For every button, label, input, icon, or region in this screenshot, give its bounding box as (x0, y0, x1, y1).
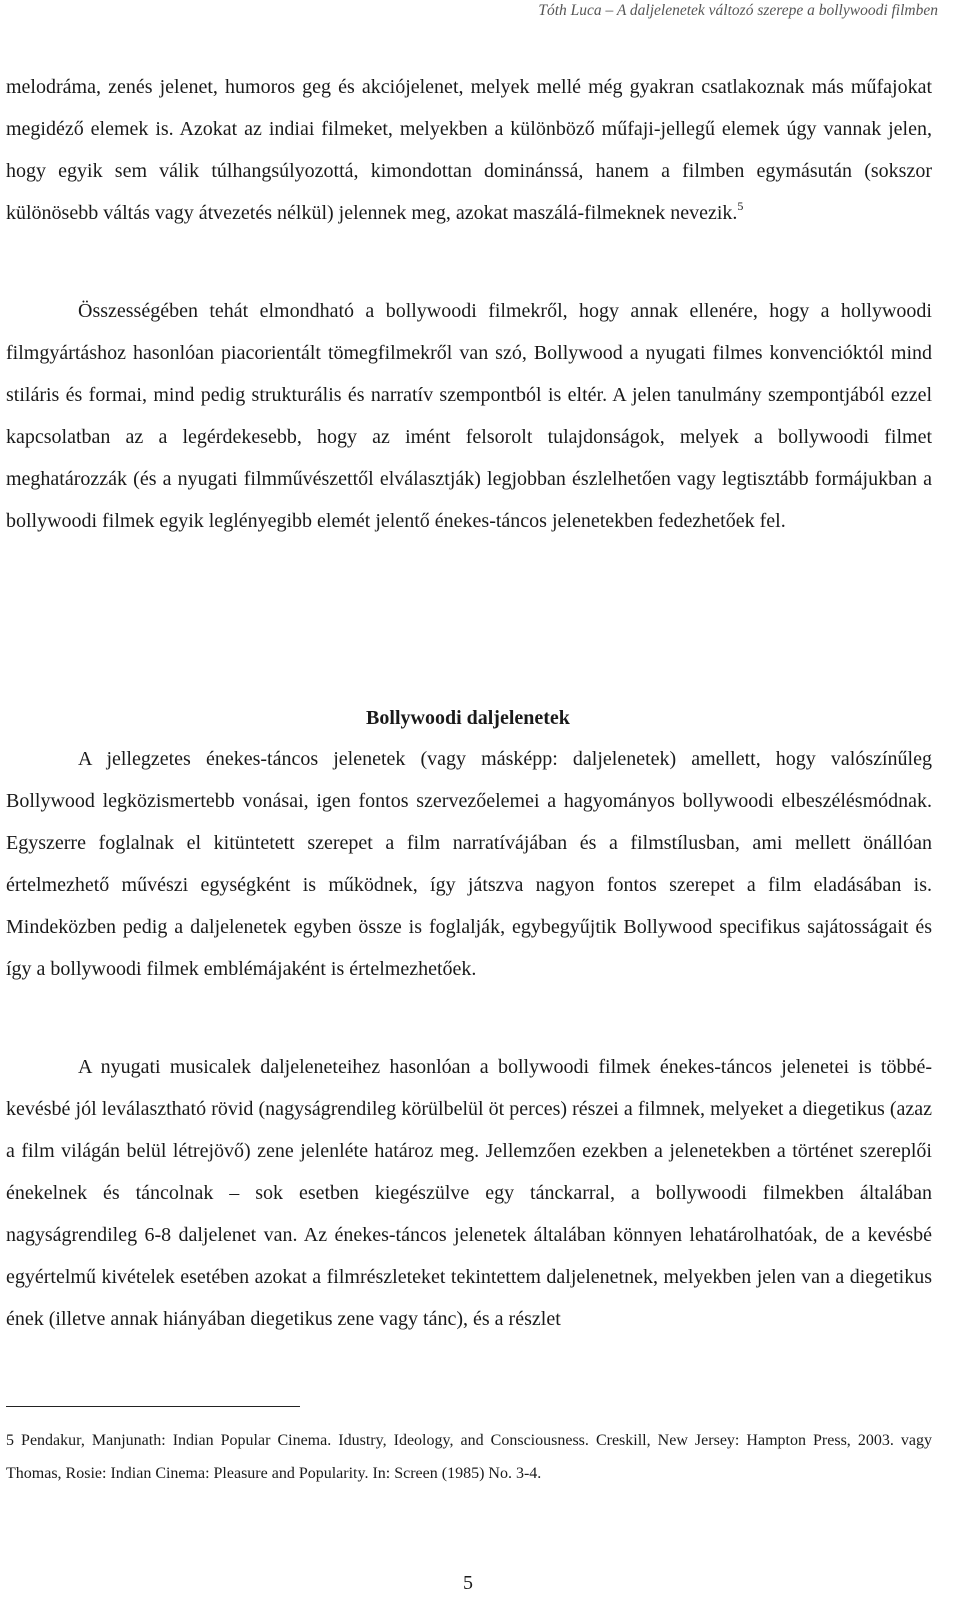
footnote-reference[interactable]: 5 (737, 199, 744, 213)
paragraph-4: A nyugati musicalek daljeleneteihez hasonlóan a bollywoodi filmek énekes-táncos jelenetei is többé-kevésbé jól leválasztható rövid (nagyságrendileg körülbelül öt perces) részei a filmnek, melyeket a diegetikus (azaz a film világán belül létrejövő) zene jelenléte határoz meg. Jellemzően ezekben a jelenetekben a történet szereplői énekelnek és táncolnak – sok esetben kiegészülve egy tánckarral, a bollywoodi filmekben általában nagyságrendileg 6-8 daljelenet van. Az énekes-táncos jelenetek általában könnyen lehatárolhatóak, de a kevésbé egyértelmű kivételek esetében azokat a filmrészleteket tekintettem daljelenetnek, melyekben jelen van a diegetikus ének (illetve annak hiányában diegetikus zene vagy tánc), és a részlet (6, 1056, 932, 1330)
paragraph-2: Összességében tehát elmondható a bollywoodi filmekről, hogy annak ellenére, hogy a hollywoodi filmgyártáshoz hasonlóan piacorientált tömegfilmekről van szó, Bollywood a nyugati filmes konvencióktól mind stiláris és formai, mind pedig strukturális és narratív szempontból is eltér. A jelen tanulmány szempontjából ezzel kapcsolatban az a legérdekesebb, hogy az imént felsorolt tulajdonságok, melyek a bollywoodi filmet meghatározzák (és a nyugati filmművészettől elválasztják) legjobban észlelhetően vagy legtisztább formájukban a bollywoodi filmek egyik leglényegibb elemét jelentő énekes-táncos jelenetekben fedezhetőek fel. (6, 300, 932, 532)
footnote-divider (6, 1406, 300, 1407)
paragraph-1 (6, 66, 932, 234)
page-number: 5 (463, 1572, 473, 1594)
paragraph-3: A jellegzetes énekes-táncos jelenetek (vagy másképp: daljelenetek) amellett, hogy valószínűleg Bollywood legközismertebb vonásai, igen fontos szervezőelemei a hagyományos bollywoodi elbeszélésmódnak. Egyszerre foglalnak el kitüntetett szerepet a film narratívájában és a filmstílusban, ami mellett önállóan értelmezhető művészi egységként is működnek, így játszva nagyon fontos szerepet a film eladásában is. Mindeközben pedig a daljelenetek egyben össze is foglalják, egybegyűjtik Bollywood specifikus sajátosságait és így a bollywoodi filmek emblémájaként is értelmezhetőek. (6, 748, 932, 980)
paragraph-1-text: melodráma, zenés jelenet, humoros geg és akciójelenet, melyek mellé még gyakran csatlakoznak más műfajokat megidéző elemek is. Azokat az indiai filmeket, melyekben a különböző műfaji-jellegű elemek úgy vannak jelen, hogy egyik sem válik túlhangsúlyozottá, kimondottan dominánssá, hanem a filmben egymásután (sokszor különösebb váltás vagy átvezetés nélkül) jelennek meg, azokat maszálá-filmeknek nevezik. (6, 76, 932, 224)
running-header: Tóth Luca – A daljelenetek változó szerepe a bollywoodi filmben (538, 2, 938, 19)
footnote: 5 Pendakur, Manjunath: Indian Popular Cinema. Idustry, Ideology, and Consciousness. Creskill, New Jersey: Hampton Press, 2003. vagy Thomas, Rosie: Indian Cinema: Pleasure and Popularity. In: Screen (1985) No. 3-4. (6, 1432, 932, 1482)
section-heading: Bollywoodi daljelenetek (366, 707, 570, 729)
